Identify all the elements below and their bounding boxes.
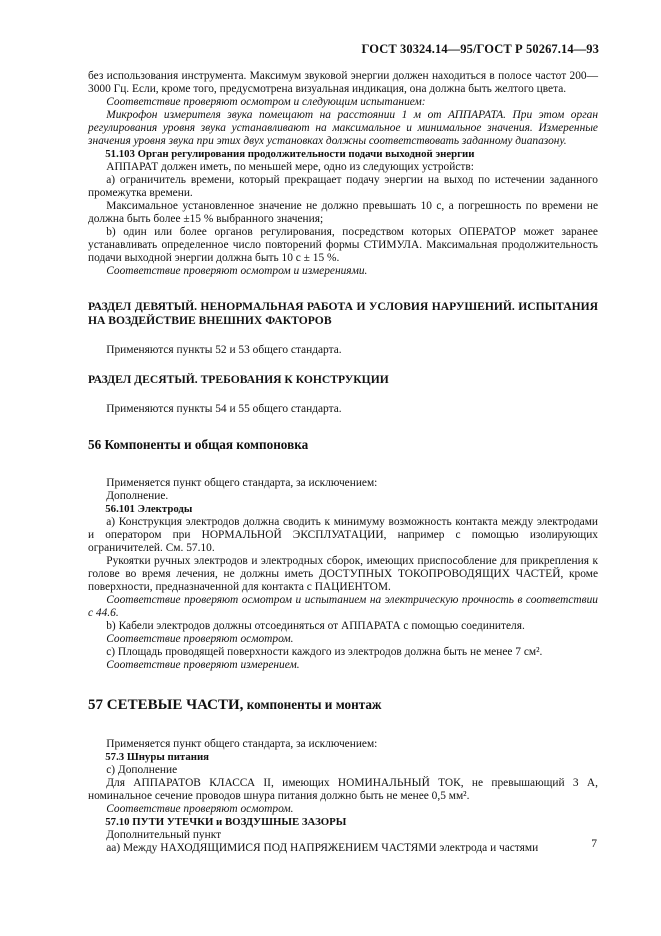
list-item-aa: аа) Между НАХОДЯЩИМИСЯ ПОД НАПРЯЖЕНИЕМ ЧАСТЯМИ электрода и частями [106, 842, 539, 854]
paragraph: Дополнительный пункт [106, 829, 222, 841]
clause-heading-56: 56 Компоненты и общая компоновка [88, 437, 309, 452]
paragraph: АППАРАТ должен иметь, по меньшей мере, одно из следующих устройств: [106, 161, 474, 173]
clause-heading-57-rest: компоненты и монтаж [243, 697, 382, 712]
compliance-note: Соответствие проверяют осмотром. [106, 633, 294, 645]
list-item-c: с) Площадь проводящей поверхности каждого из электродов должна быть не менее 7 см². [106, 646, 543, 658]
paragraph: Максимальное установленное значение не должно превышать 10 с, а погрешность по времени не должна быть более ±15 % выбранного значения; [88, 200, 598, 225]
test-description: Микрофон измерителя звука помещают на расстоянии 1 м от АППАРАТА. При этом орган регулирования уровня звука устанавливают на максимальное и минимальное значения. Измеренные значения уровня звука при этих двух установках должны соответствовать заданному диапазону. [88, 109, 598, 147]
section-heading-9: РАЗДЕЛ ДЕВЯТЫЙ. НЕНОРМАЛЬНАЯ РАБОТА И УСЛОВИЯ НАРУШЕНИЙ. ИСПЫТАНИЯ НА ВОЗДЕЙСТВИЕ ВНЕШНИХ ФАКТОРОВ [88, 300, 598, 327]
list-item-b: b) один или более органов регулирования, посредством которых ОПЕРАТОР может заранее устанавливать определенное число повторений формы СТИМУЛА. Максимальная продолжительность подачи выходной энергии должна быть 10 с ± 15 %. [88, 226, 598, 264]
subclause-heading-57-3: 57.3 Шнуры питания [105, 751, 210, 763]
paragraph: Применяется пункт общего стандарта, за исключением: [106, 477, 378, 489]
list-item-a: а) Конструкция электродов должна сводить к минимуму возможность контакта между электродами и оператором при НОРМАЛЬНОЙ ЭКСПЛУАТАЦИИ, например с помощью изолирующих ограничителей. См. 57.10. [88, 516, 598, 554]
paragraph: с) Дополнение [106, 764, 178, 776]
page-number: 7 [591, 838, 597, 850]
paragraph: Применяется пункт общего стандарта, за исключением: [106, 738, 378, 750]
section-heading-10: РАЗДЕЛ ДЕСЯТЫЙ. ТРЕБОВАНИЯ К КОНСТРУКЦИИ [88, 373, 389, 386]
compliance-note: Соответствие проверяют осмотром и испытанием на электрическую прочность в соответствии с 44.6. [88, 594, 598, 619]
clause-heading-57 [88, 698, 598, 712]
subclause-heading-51-103: 51.103 Орган регулирования продолжительности подачи выходной энергии [105, 148, 475, 160]
paragraph: Рукоятки ручных электродов и электродных сборок, имеющих приспособление для прикрепления к голове во время лечения, не должны иметь ДОСТУПНЫХ ТОКОПРОВОДЯЩИХ ЧАСТЕЙ, кроме поверхности, предназначенной для контакта с ПАЦИЕНТОМ. [88, 555, 598, 593]
list-item-b: b) Кабели электродов должны отсоединяться от АППАРАТА с помощью соединителя. [106, 620, 525, 632]
paragraph: Применяются пункты 52 и 53 общего стандарта. [106, 344, 342, 356]
document-header: ГОСТ 30324.14—95/ГОСТ Р 50267.14—93 [361, 42, 599, 56]
list-item-a: а) ограничитель времени, который прекращает подачу энергии на выход по истечении заданного промежутка времени. [88, 174, 598, 199]
compliance-note: Соответствие проверяют осмотром и следующим испытанием: [106, 96, 426, 108]
paragraph: Для АППАРАТОВ КЛАССА II, имеющих НОМИНАЛЬНЫЙ ТОК, не превышающий 3 А, номинальное сечение проводов шнура питания должно быть не менее 0,5 мм². [88, 777, 598, 802]
compliance-note: Соответствие проверяют осмотром и измерениями. [106, 265, 368, 277]
paragraph: без использования инструмента. Максимум звуковой энергии должен находиться в полосе частот 200—3000 Гц. Если, кроме того, предусмотрена визуальная индикация, она должна быть желтого цвета. [88, 70, 598, 95]
paragraph: Применяются пункты 54 и 55 общего стандарта. [106, 403, 342, 415]
paragraph: Дополнение. [106, 490, 169, 502]
subclause-heading-56-101: 56.101 Электроды [105, 503, 193, 515]
page-content [88, 70, 598, 855]
clause-heading-57-caps: 57 СЕТЕВЫЕ ЧАСТИ, [88, 697, 244, 713]
compliance-note: Соответствие проверяют измерением. [106, 659, 300, 671]
compliance-note: Соответствие проверяют осмотром. [106, 803, 294, 815]
subclause-heading-57-10: 57.10 ПУТИ УТЕЧКИ и ВОЗДУШНЫЕ ЗАЗОРЫ [105, 816, 347, 828]
